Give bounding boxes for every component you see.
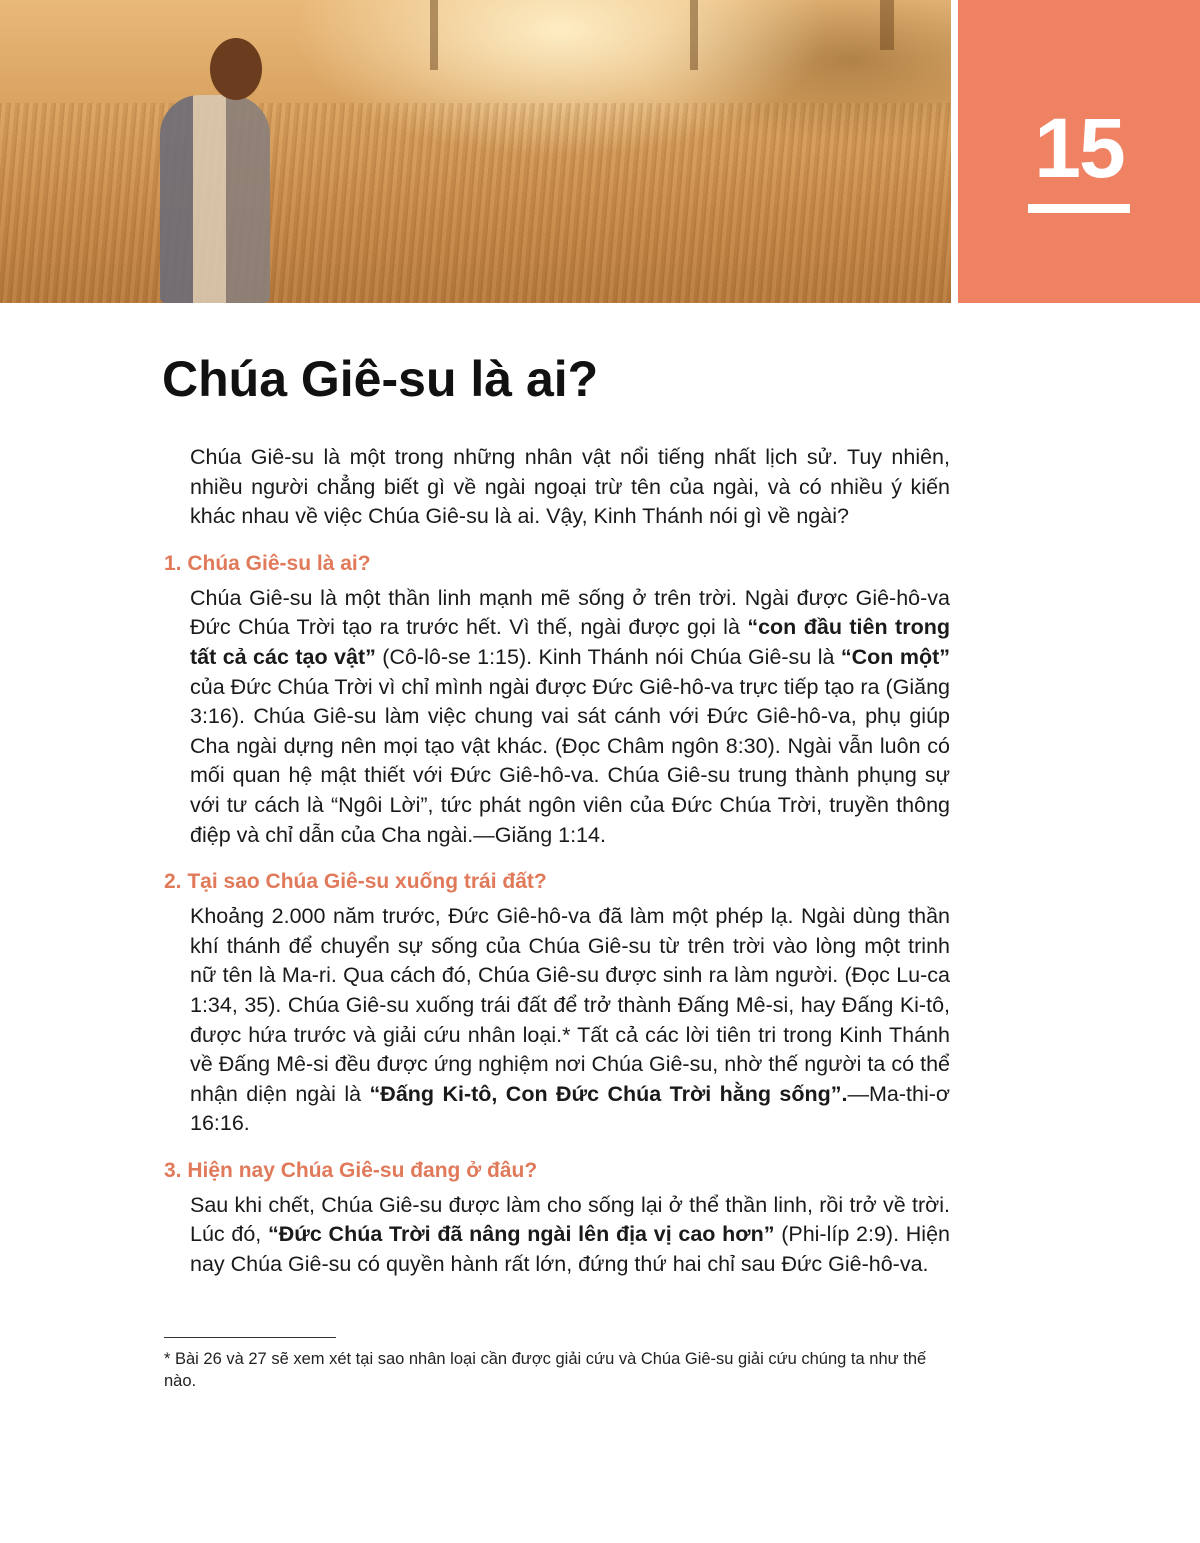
section-heading: 1. Chúa Giê-su là ai? (164, 551, 371, 575)
footnote-divider (164, 1337, 336, 1338)
tree-trunk (430, 0, 438, 70)
bold-quote: “Đấng Ki-tô, Con Đức Chúa Trời hằng sống”. (369, 1081, 848, 1106)
section-heading: 2. Tại sao Chúa Giê-su xuống trái đất? (164, 870, 547, 894)
text: Khoảng 2.000 năm trước, Đức Giê-hô-va đã làm một phép lạ. Ngài dùng thần khí thánh để chuyển sự sống của Chúa Giê-su từ trên trời vào lòng một trinh nữ tên là Ma-ri. Qua cách đó, Chúa Giê-su được sinh ra làm người. (Đọc Lu-ca 1:34, 35). Chúa Giê-su xuống trái đất để trở thành Đấng Mê-si, hay Đấng Ki-tô, được hứa trước và giải cứu nhân loại.* Tất cả các lời tiên tri trong Kinh Thánh về Đấng Mê-si đều được ứng nghiệm nơi Chúa Giê-su, nhờ thế người ta có thể nhận diện ngài là (190, 904, 950, 1106)
chapter-number-underline (1028, 204, 1130, 213)
article-body (164, 443, 950, 1280)
text: (Phi-líp 2:9). Hiện nay Chúa Giê-su có quyền hành rất lớn, đứng thứ hai chỉ sau Đức Giê-hô-va. (190, 1222, 950, 1277)
text: Chúa Giê-su là một thần linh mạnh mẽ sống ở trên trời. Ngài được Giê-hô-va Đức Chúa Trời tạo ra trước hết. Vì thế, ngài được gọi là (190, 585, 950, 640)
tree-trunk (880, 0, 894, 50)
section-heading: 3. Hiện nay Chúa Giê-su đang ở đâu? (164, 1158, 538, 1182)
bold-quote: “Con một” (840, 644, 950, 669)
section-paragraph (190, 902, 950, 1139)
bold-quote: “Đức Chúa Trời đã nâng ngài lên địa vị cao hơn” (268, 1222, 775, 1247)
text: (Cô-lô-se 1:15). Kinh Thánh nói Chúa Giê-su là (375, 644, 841, 669)
page-title: Chúa Giê-su là ai? (162, 351, 599, 407)
chapter-number: 15 (1034, 101, 1124, 195)
section-paragraph (190, 584, 950, 850)
hero-photo-jesus-in-field (0, 0, 951, 303)
tree-trunk (690, 0, 698, 70)
section-paragraph (190, 1191, 950, 1280)
chapter-number-box (958, 0, 1200, 303)
text: Sau khi chết, Chúa Giê-su được làm cho sống lại ở thể thần linh, rồi trở về trời. Lúc đó, (190, 1192, 950, 1247)
grass-field (0, 103, 951, 303)
bold-quote: “con đầu tiên trong tất cả các tạo vật” (190, 615, 950, 669)
intro-paragraph: Chúa Giê-su là một trong những nhân vật nổi tiếng nhất lịch sử. Tuy nhiên, nhiều người chẳng biết gì về ngài ngoại trừ tên của ngài, và có nhiều ý kiến khác nhau về việc Chúa Giê-su là ai. Vậy, Kinh Thánh nói gì về ngài? (190, 445, 950, 529)
figure-head (210, 38, 262, 100)
footnote: * Bài 26 và 27 sẽ xem xét tại sao nhân loại cần được giải cứu và Chúa Giê-su giải cứu chúng ta như thế nào. (164, 1350, 927, 1390)
text: —Ma-thi-ơ 16:16. (190, 1081, 951, 1136)
text: của Đức Chúa Trời vì chỉ mình ngài được Đức Giê-hô-va trực tiếp tạo ra (Giăng 3:16). Chúa Giê-su làm việc chung vai sát cánh với Đức Giê-hô-va, phụ giúp Cha ngài dựng nên mọi tạo vật khác. (Đọc Châm ngôn 8:30). Ngài vẫn luôn có mối quan hệ mật thiết với Đức Giê-hô-va. Chúa Giê-su trung thành phụng sự với tư cách là “Ngôi Lời”, tức phát ngôn viên của Đức Chúa Trời, truyền thông điệp và chỉ dẫn của Cha ngài.—Giăng 1:14. (190, 674, 950, 847)
figure-robe (160, 95, 270, 303)
